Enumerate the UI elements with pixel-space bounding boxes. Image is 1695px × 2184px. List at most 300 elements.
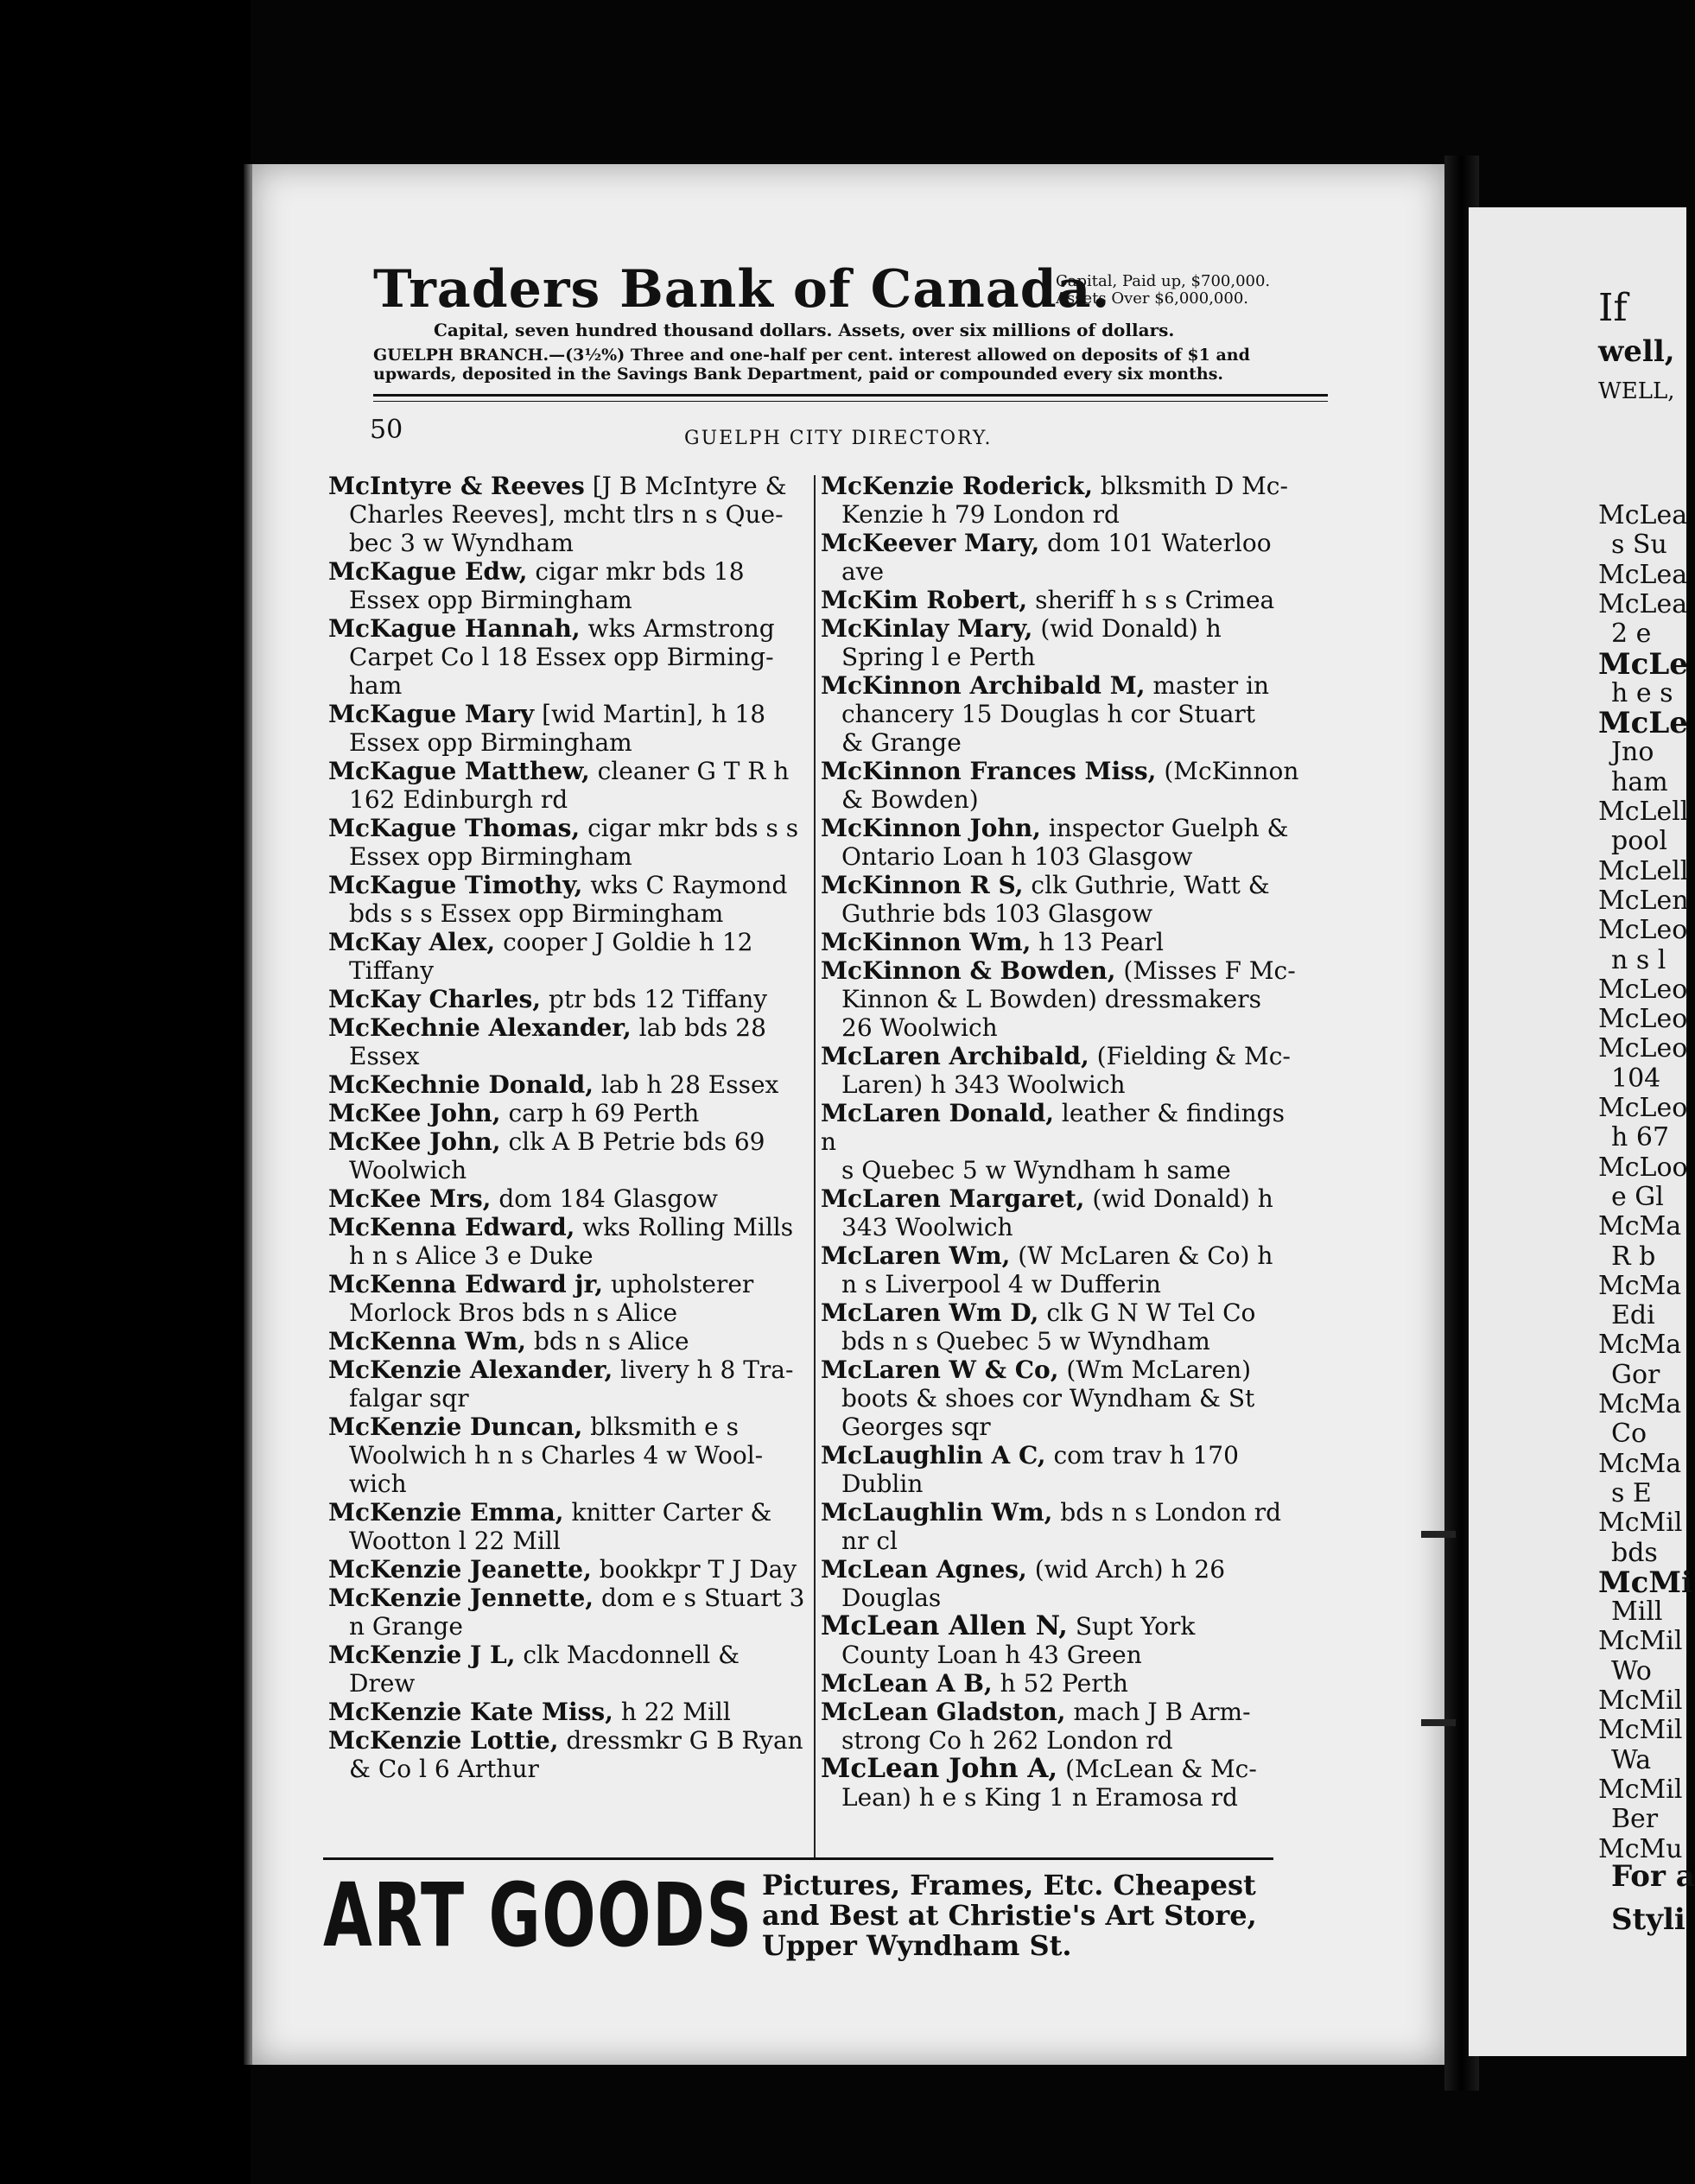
entry-details: livery h 8 Tra- xyxy=(620,1355,794,1384)
facing-line: s E xyxy=(1611,1477,1652,1508)
entry-continuation: & Co l 6 Arthur xyxy=(349,1755,539,1783)
entry-continuation: strong Co h 262 London rd xyxy=(841,1726,1173,1755)
directory-entry xyxy=(328,614,812,700)
entry-details: (Fielding & Mc- xyxy=(1096,1042,1291,1070)
entry-continuation: boots & shoes cor Wyndham & St xyxy=(841,1384,1255,1413)
entry-continuation: Essex opp Birmingham xyxy=(349,728,632,757)
entry-details: bds n s London rd xyxy=(1060,1498,1282,1527)
facing-line: h 67 xyxy=(1611,1122,1670,1153)
spine-mark-bottom xyxy=(1421,1719,1456,1726)
entry-name: McLaren Archibald, xyxy=(821,1042,1089,1070)
entry-details: (McLean & Mc- xyxy=(1065,1755,1257,1783)
entry-name: McKinnon Wm, xyxy=(821,928,1032,956)
directory-entry xyxy=(328,928,812,985)
entry-first-line xyxy=(821,814,1305,842)
entry-first-line xyxy=(328,1698,812,1726)
facing-line: McLe xyxy=(1598,706,1688,741)
bank-title: Traders Bank of Canada. xyxy=(373,259,1111,320)
entry-continuation: 343 Woolwich xyxy=(841,1213,1013,1241)
entry-name: McKee John, xyxy=(328,1127,501,1156)
bank-capital-line1: Capital, Paid up, $700,000. xyxy=(1056,272,1271,290)
entry-name: McLean A B, xyxy=(821,1669,993,1698)
directory-entry xyxy=(821,586,1305,614)
directory-entry xyxy=(328,1555,812,1584)
entry-name: McLean Allen N, xyxy=(821,1610,1068,1641)
facing-line: McMa xyxy=(1598,1448,1682,1479)
entry-details: [J B McIntyre & xyxy=(592,472,787,500)
facing-line: McLea xyxy=(1598,559,1688,590)
entry-first-line xyxy=(821,1042,1305,1070)
facing-line: McLe xyxy=(1598,646,1688,682)
entry-name: McKenzie Lottie, xyxy=(328,1726,559,1755)
directory-entry xyxy=(328,1184,812,1213)
facing-line: s Su xyxy=(1611,530,1667,561)
entry-first-line xyxy=(328,557,812,586)
entry-first-line xyxy=(328,1555,812,1584)
entry-details: bookkpr T J Day xyxy=(599,1555,797,1584)
entry-continuation: & Grange xyxy=(841,728,962,757)
entry-continuation: Georges sqr xyxy=(841,1413,991,1441)
entry-details: clk G N W Tel Co xyxy=(1046,1298,1256,1327)
entry-details: wks Armstrong xyxy=(587,614,775,643)
entry-first-line xyxy=(821,956,1305,985)
art-goods-line1: Pictures, Frames, Etc. Cheapest xyxy=(762,1869,1256,1901)
entry-first-line xyxy=(821,1298,1305,1327)
entry-continuation: Ontario Loan h 103 Glasgow xyxy=(841,842,1193,871)
entry-continuation: Lean) h e s King 1 n Eramosa rd xyxy=(841,1783,1238,1812)
entry-first-line xyxy=(328,472,812,500)
directory-entry xyxy=(821,814,1305,871)
bank-capital xyxy=(1056,273,1270,308)
facing-line: ham xyxy=(1611,766,1668,797)
facing-line: Wo xyxy=(1611,1655,1652,1686)
column-divider xyxy=(814,475,816,1857)
entry-first-line xyxy=(328,1641,812,1669)
entry-name: McKenna Edward jr, xyxy=(328,1270,604,1298)
entry-continuation: Kenzie h 79 London rd xyxy=(841,500,1120,529)
directory-entry xyxy=(821,757,1305,814)
entry-first-line xyxy=(328,1070,812,1099)
entry-first-line xyxy=(328,614,812,643)
facing-bottom-2: Styli xyxy=(1611,1902,1685,1937)
directory-entry xyxy=(328,700,812,757)
entry-details: sheriff h s s Crimea xyxy=(1035,586,1275,614)
entry-continuation: falgar sqr xyxy=(349,1384,469,1413)
directory-entry xyxy=(821,956,1305,1042)
entry-first-line xyxy=(821,614,1305,643)
entry-name: McKinnon Archibald M, xyxy=(821,671,1146,700)
entry-name: McKague Thomas, xyxy=(328,814,581,842)
facing-line: McMa xyxy=(1598,1211,1682,1242)
entry-continuation: chancery 15 Douglas h cor Stuart xyxy=(841,700,1256,728)
directory-entry xyxy=(328,557,812,614)
entry-name: McKenzie Jennette, xyxy=(328,1584,594,1612)
entry-continuation: ave xyxy=(841,557,885,586)
entry-details: clk A B Petrie bds 69 xyxy=(508,1127,765,1156)
entry-first-line xyxy=(328,1498,812,1527)
facing-line: McMil xyxy=(1598,1686,1683,1716)
facing-line: McMi xyxy=(1598,1565,1692,1600)
entry-details: bds n s Alice xyxy=(533,1327,689,1355)
art-goods-text xyxy=(762,1870,1257,1961)
entry-details: wks Rolling Mills xyxy=(582,1213,794,1241)
directory-entry xyxy=(821,1555,1305,1612)
right-column xyxy=(821,472,1305,1812)
directory-entry xyxy=(821,1184,1305,1241)
entry-continuation: Carpet Co l 18 Essex opp Birming- xyxy=(349,643,774,671)
entry-continuation: Wootton l 22 Mill xyxy=(349,1527,561,1555)
directory-entry xyxy=(328,1355,812,1413)
facing-line: pool xyxy=(1611,826,1667,857)
directory-entry xyxy=(821,1669,1305,1698)
entry-name: McKenzie Kate Miss, xyxy=(328,1698,613,1726)
entry-details: cleaner G T R h xyxy=(597,757,790,785)
entry-details: (W McLaren & Co) h xyxy=(1018,1241,1273,1270)
entry-continuation: Essex opp Birmingham xyxy=(349,842,632,871)
entry-name: McKee Mrs, xyxy=(328,1184,492,1213)
bottom-rule xyxy=(323,1857,1273,1860)
entry-first-line xyxy=(328,814,812,842)
entry-details: knitter Carter & xyxy=(571,1498,772,1527)
entry-continuation: Essex opp Birmingham xyxy=(349,586,632,614)
entry-name: McLaughlin Wm, xyxy=(821,1498,1053,1527)
entry-first-line xyxy=(328,1013,812,1042)
entry-first-line xyxy=(328,1127,812,1156)
facing-line: McMa xyxy=(1598,1270,1682,1301)
entry-continuation: n Grange xyxy=(349,1612,463,1641)
facing-line: McMa xyxy=(1598,1389,1682,1419)
bank-capital-line2: Assets Over $6,000,000. xyxy=(1056,289,1249,308)
facing-line: McLea xyxy=(1598,500,1688,530)
entry-continuation: Tiffany xyxy=(349,956,435,985)
facing-line: McMil xyxy=(1598,1626,1683,1657)
entry-name: McLaren Margaret, xyxy=(821,1184,1085,1213)
entry-details: blksmith e s xyxy=(590,1413,739,1441)
directory-entry xyxy=(821,1355,1305,1441)
entry-first-line xyxy=(328,1413,812,1441)
bank-rule xyxy=(373,394,1328,402)
entry-details: wks C Raymond xyxy=(590,871,788,899)
entry-continuation: Spring l e Perth xyxy=(841,643,1036,671)
entry-first-line xyxy=(821,586,1305,614)
entry-continuation: & Bowden) xyxy=(841,785,979,814)
entry-first-line xyxy=(328,928,812,956)
entry-name: McKinnon R S, xyxy=(821,871,1024,899)
facing-line: Co xyxy=(1611,1419,1647,1450)
entry-name: McLaren Wm, xyxy=(821,1241,1011,1270)
entry-name: McKenzie J L, xyxy=(328,1641,516,1669)
bank-branch-text xyxy=(373,346,1332,384)
entry-name: McLaren Wm D, xyxy=(821,1298,1039,1327)
entry-first-line xyxy=(328,1327,812,1355)
entry-continuation: n s Liverpool 4 w Dufferin xyxy=(841,1270,1161,1298)
facing-line: 104 xyxy=(1611,1063,1661,1094)
entry-continuation: Laren) h 343 Woolwich xyxy=(841,1070,1126,1099)
entry-details: (Misses F Mc- xyxy=(1123,956,1296,985)
facing-top-3: WELL, xyxy=(1598,378,1675,404)
directory-entry xyxy=(328,814,812,871)
facing-line: McMil xyxy=(1598,1774,1683,1805)
entry-first-line xyxy=(328,871,812,899)
left-column xyxy=(328,472,812,1783)
facing-top-1: If xyxy=(1598,286,1628,330)
directory-entry xyxy=(821,1298,1305,1355)
directory-entry xyxy=(821,1099,1305,1184)
entry-continuation: 162 Edinburgh rd xyxy=(349,785,568,814)
art-goods-heading: ART GOODS xyxy=(323,1864,753,1967)
facing-line: McLeo xyxy=(1598,1093,1688,1123)
page-header: GUELPH CITY DIRECTORY. xyxy=(684,428,993,449)
entry-details: (wid Donald) h xyxy=(1092,1184,1273,1213)
entry-first-line xyxy=(821,1099,1305,1156)
entry-details: clk Macdonnell & xyxy=(523,1641,740,1669)
entry-name: McKenzie Emma, xyxy=(328,1498,564,1527)
entry-details: blksmith D Mc- xyxy=(1100,472,1288,500)
entry-continuation: Essex xyxy=(349,1042,420,1070)
entry-first-line xyxy=(328,1184,812,1213)
entry-first-line xyxy=(328,1213,812,1241)
entry-name: McKinnon & Bowden, xyxy=(821,956,1116,985)
directory-entry xyxy=(821,614,1305,671)
entry-name: McLean Agnes, xyxy=(821,1555,1027,1584)
entry-continuation: Dublin xyxy=(841,1470,924,1498)
directory-entry xyxy=(328,757,812,814)
entry-details: lab bds 28 xyxy=(638,1013,766,1042)
entry-details: dom 101 Waterloo xyxy=(1047,529,1272,557)
facing-line: McLoo xyxy=(1598,1152,1688,1183)
entry-first-line xyxy=(821,1498,1305,1527)
directory-entry xyxy=(328,1498,812,1555)
entry-name: McKenzie Duncan, xyxy=(328,1413,583,1441)
entry-details: h 22 Mill xyxy=(620,1698,731,1726)
directory-entry xyxy=(328,985,812,1013)
directory-entry xyxy=(821,1755,1305,1812)
entry-details: dom e s Stuart 3 xyxy=(600,1584,805,1612)
entry-first-line xyxy=(821,1669,1305,1698)
directory-entry xyxy=(328,1327,812,1355)
entry-continuation: bec 3 w Wyndham xyxy=(349,529,574,557)
entry-name: McLean Gladston, xyxy=(821,1698,1066,1726)
directory-entry xyxy=(328,871,812,928)
entry-name: McLaren Donald, xyxy=(821,1099,1054,1127)
facing-line: McLell xyxy=(1598,855,1689,886)
entry-continuation: 26 Woolwich xyxy=(841,1013,998,1042)
facing-page-fragment xyxy=(1469,207,1695,2056)
entry-details: (wid Donald) h xyxy=(1040,614,1222,643)
entry-details: upholsterer xyxy=(610,1270,754,1298)
directory-entry xyxy=(821,1241,1305,1298)
art-goods-line2: and Best at Christie's Art Store, xyxy=(762,1899,1257,1932)
entry-name: McKechnie Donald, xyxy=(328,1070,594,1099)
entry-continuation: wich xyxy=(349,1470,407,1498)
facing-line: Jno xyxy=(1611,737,1654,768)
facing-line: McMa xyxy=(1598,1330,1682,1361)
directory-entry xyxy=(821,1042,1305,1099)
entry-continuation: Kinnon & L Bowden) dressmakers xyxy=(841,985,1261,1013)
bank-subtitle: Capital, seven hundred thousand dollars. Assets, over six millions of dollars. xyxy=(434,320,1175,340)
facing-line: McLeo xyxy=(1598,974,1688,1005)
entry-name: McKinlay Mary, xyxy=(821,614,1033,643)
facing-line: McLeo xyxy=(1598,1033,1688,1064)
entry-first-line xyxy=(821,671,1305,700)
art-goods-line3: Upper Wyndham St. xyxy=(762,1929,1072,1962)
entry-name: McKague Hannah, xyxy=(328,614,581,643)
entry-first-line xyxy=(821,1612,1305,1641)
entry-first-line xyxy=(821,757,1305,785)
entry-continuation: Morlock Bros bds n s Alice xyxy=(349,1298,678,1327)
entry-first-line xyxy=(821,1698,1305,1726)
entry-name: McKinnon John, xyxy=(821,814,1041,842)
entry-details: cigar mkr bds s s xyxy=(587,814,799,842)
entry-first-line xyxy=(328,1726,812,1755)
entry-name: McKenzie Roderick, xyxy=(821,472,1093,500)
facing-line: McMu xyxy=(1598,1833,1683,1864)
entry-first-line xyxy=(821,1755,1305,1783)
entry-details: mach J B Arm- xyxy=(1073,1698,1251,1726)
entry-name: McKay Charles, xyxy=(328,985,542,1013)
entry-details: lab h 28 Essex xyxy=(600,1070,779,1099)
entry-first-line xyxy=(821,529,1305,557)
directory-entry xyxy=(328,1584,812,1641)
entry-first-line xyxy=(328,1099,812,1127)
entry-name: McKenzie Alexander, xyxy=(328,1355,613,1384)
entry-first-line xyxy=(328,1270,812,1298)
facing-line: R b xyxy=(1611,1241,1656,1272)
entry-continuation: Drew xyxy=(349,1669,416,1698)
entry-name: McKay Alex, xyxy=(328,928,496,956)
directory-entry xyxy=(328,1127,812,1184)
entry-details: (McKinnon xyxy=(1164,757,1299,785)
directory-entry xyxy=(328,1213,812,1270)
entry-name: McIntyre & Reeves xyxy=(328,472,585,500)
entry-continuation: bds n s Quebec 5 w Wyndham xyxy=(841,1327,1210,1355)
entry-details: master in xyxy=(1152,671,1270,700)
facing-line: Gor xyxy=(1611,1359,1660,1390)
facing-line: McMil xyxy=(1598,1508,1683,1539)
facing-bottom-1: For a xyxy=(1611,1859,1695,1894)
bank-branch-line2: upwards, deposited in the Savings Bank Department, paid or compounded every six months. xyxy=(373,365,1224,384)
directory-entry xyxy=(821,1498,1305,1555)
page-number: 50 xyxy=(370,415,403,445)
entry-name: McLean John A, xyxy=(821,1753,1058,1784)
entry-first-line xyxy=(821,871,1305,899)
entry-name: McKenna Wm, xyxy=(328,1327,527,1355)
entry-name: McKague Timothy, xyxy=(328,871,583,899)
entry-continuation: nr cl xyxy=(841,1527,898,1555)
entry-name: McKenzie Jeanette, xyxy=(328,1555,592,1584)
entry-details: clk Guthrie, Watt & xyxy=(1031,871,1270,899)
facing-line: McMil xyxy=(1598,1715,1683,1746)
entry-continuation: Woolwich h n s Charles 4 w Wool- xyxy=(349,1441,764,1470)
entry-details: cooper J Goldie h 12 xyxy=(503,928,753,956)
directory-entry xyxy=(328,472,812,557)
entry-first-line xyxy=(821,1184,1305,1213)
directory-entry xyxy=(328,1070,812,1099)
entry-details: ptr bds 12 Tiffany xyxy=(548,985,768,1013)
facing-line: McLeo xyxy=(1598,915,1688,946)
facing-line: Wa xyxy=(1611,1744,1652,1775)
entry-continuation: bds s s Essex opp Birmingham xyxy=(349,899,724,928)
directory-entry xyxy=(821,1441,1305,1498)
entry-details: dom 184 Glasgow xyxy=(498,1184,719,1213)
entry-name: McLaren W & Co, xyxy=(821,1355,1059,1384)
entry-details: h 52 Perth xyxy=(1000,1669,1128,1698)
directory-entry xyxy=(328,1698,812,1726)
entry-first-line xyxy=(821,472,1305,500)
directory-entry xyxy=(821,871,1305,928)
entry-name: McKague Edw, xyxy=(328,557,528,586)
bank-branch-line1: GUELPH BRANCH.—(3½%) Three and one-half per cent. interest allowed on deposits of $1 and xyxy=(373,346,1250,365)
facing-line: McLen xyxy=(1598,885,1689,916)
entry-name: McKim Robert, xyxy=(821,586,1028,614)
facing-line: Ber xyxy=(1611,1804,1659,1835)
entry-details: Supt York xyxy=(1075,1612,1196,1641)
facing-line: h e s xyxy=(1611,677,1673,708)
entry-continuation: ham xyxy=(349,671,403,700)
entry-name: McKague Matthew, xyxy=(328,757,590,785)
entry-name: McKenna Edward, xyxy=(328,1213,575,1241)
facing-line: Mill xyxy=(1611,1597,1663,1628)
facing-line: e Gl xyxy=(1611,1181,1664,1212)
entry-first-line xyxy=(328,1355,812,1384)
entry-details: leather & findings n xyxy=(821,1099,1285,1156)
entry-name: McLaughlin A C, xyxy=(821,1441,1046,1470)
entry-first-line xyxy=(821,1555,1305,1584)
facing-line: McLea xyxy=(1598,588,1688,619)
directory-entry xyxy=(328,1099,812,1127)
entry-name: McKeever Mary, xyxy=(821,529,1040,557)
entry-details: h 13 Pearl xyxy=(1038,928,1164,956)
entry-details: (wid Arch) h 26 xyxy=(1034,1555,1226,1584)
facing-line: n s l xyxy=(1611,944,1666,975)
entry-details: dressmkr G B Ryan xyxy=(566,1726,803,1755)
facing-line: McLell xyxy=(1598,797,1689,827)
entry-continuation: h n s Alice 3 e Duke xyxy=(349,1241,594,1270)
entry-first-line xyxy=(328,700,812,728)
entry-continuation: Douglas xyxy=(841,1584,942,1612)
facing-line: 2 e xyxy=(1611,619,1652,650)
entry-details: inspector Guelph & xyxy=(1048,814,1289,842)
entry-first-line xyxy=(328,757,812,785)
entry-details: carp h 69 Perth xyxy=(508,1099,700,1127)
directory-entry xyxy=(821,671,1305,757)
directory-entry xyxy=(328,1270,812,1327)
entry-name: McKague Mary xyxy=(328,700,535,728)
entry-name: McKinnon Frances Miss, xyxy=(821,757,1157,785)
directory-entry xyxy=(328,1413,812,1498)
entry-details: cigar mkr bds 18 xyxy=(535,557,745,586)
entry-first-line xyxy=(328,1584,812,1612)
directory-entry xyxy=(821,1698,1305,1755)
directory-entry xyxy=(821,529,1305,586)
entry-continuation: County Loan h 43 Green xyxy=(841,1641,1142,1669)
directory-entry xyxy=(821,928,1305,956)
directory-entry xyxy=(821,472,1305,529)
entry-continuation: Guthrie bds 103 Glasgow xyxy=(841,899,1153,928)
entry-name: McKee John, xyxy=(328,1099,501,1127)
scan-background-left xyxy=(0,0,251,2184)
entry-first-line xyxy=(821,1441,1305,1470)
entry-details: [wid Martin], h 18 xyxy=(542,700,766,728)
directory-entry xyxy=(328,1641,812,1698)
spine-mark-top xyxy=(1421,1531,1456,1538)
entry-details: (Wm McLaren) xyxy=(1066,1355,1252,1384)
entry-first-line xyxy=(328,985,812,1013)
entry-name: McKechnie Alexander, xyxy=(328,1013,632,1042)
entry-continuation: Woolwich xyxy=(349,1156,467,1184)
directory-entry xyxy=(821,1612,1305,1669)
entry-first-line xyxy=(821,1355,1305,1384)
